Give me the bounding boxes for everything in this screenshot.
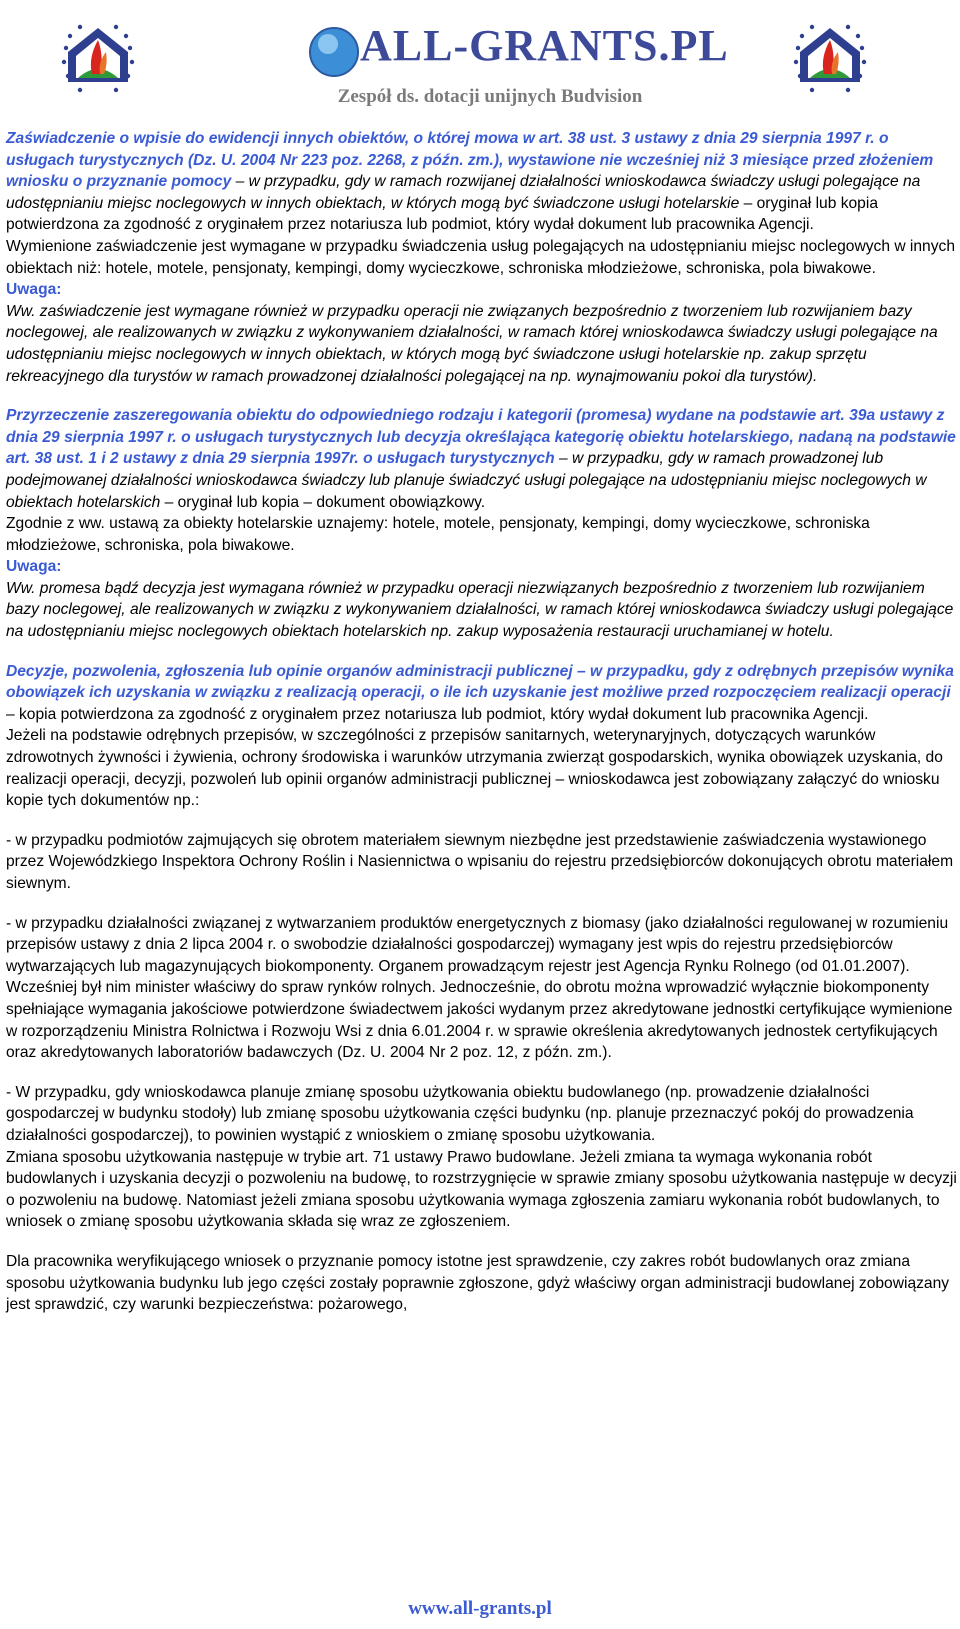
section-heading: Przyrzeczenie zaszeregowania obiektu do odpowiedniego rodzaju i kategorii (promesa) wydane na podstawie art. 39a ustawy z dnia 29 sierpnia 1997 r. o usługach turystycznych lub decyzja określająca kategorię obiektu hotelarskiego, nadaną na podstawie art. 38 ust. 1 i 2 ustawy z dnia 29 sierpnia 1997r. o usługach turystycznych [6, 407, 956, 468]
emblem-icon [58, 18, 138, 96]
page-header [0, 0, 960, 118]
footer-url[interactable]: www.all-grants.pl [408, 1598, 552, 1619]
paragraph: Zgodnie z ww. ustawą za obiekty hotelarskie uznajemy: hotele, motele, pensjonaty, kempingi, domy wycieczkowe, schroniska młodzieżowe, schroniska, pola biwakowe. [6, 515, 870, 554]
section-body: – oryginał lub kopia potwierdzona za zgodność z oryginałem przez notariusza lub podmiot, który wydał dokument lub pracownika Agencji. [6, 194, 878, 234]
section-heading: Decyzje, pozwolenia, zgłoszenia lub opinie organów administracji publicznej – w przypadku, gdy z odrębnych przepisów wynika obowiązek ich uzyskania w związku z realizacją operacji, o ile ich uzyskanie jest możliwe przed rozpoczęciem realizacji operacji [6, 662, 954, 702]
logo-text: ALL-GRANTS.PL [360, 21, 729, 70]
section-paragraph [6, 661, 958, 726]
section-paragraph [6, 128, 958, 236]
list-item: - W przypadku, gdy wnioskodawca planuje zmianę sposobu użytkowania obiektu budowlanego (np. prowadzenie działalności gospodarczej w budynku stodoły) lub zmianę sposobu użytkowania części budynku (np. planuje przeznaczyć pokój do prowadzenia działalności gospodarczej), to powinien wystąpić z wnioskiem o zmianę sposobu użytkowania. [6, 1083, 914, 1144]
list-item: - w przypadku podmiotów zajmujących się obrotem materiałem siewnym niezbędne jest przedstawienie zaświadczenia wystawionego przez Wojewódzkiego Inspektora Ochrony Roślin i Nasiennictwa o wpisaniu do rejestru przedsiębiorców dokonujących obrotu materiałem siewnym. [6, 831, 954, 892]
paragraph: Dla pracownika weryfikującego wniosek o przyznanie pomocy istotne jest sprawdzenie, czy zakres robót budowlanych oraz zmiana sposobu użytkowania budynku lub jego części zostały poprawnie zgłoszone, gdyż właściwy organ administracji budowlanej zobowiązany jest sprawdzić, czy warunki bezpieczeństwa: pożarowego, [6, 1252, 950, 1314]
brand-logo [300, 20, 729, 115]
logo-subtitle: Zespół ds. dotacji unijnych Budvision [337, 86, 643, 107]
list-item: - w przypadku działalności związanej z wytwarzaniem produktów energetycznych z biomasy (jako działalności regulowanej w rozumieniu przepisów ustawy z dnia 2 lipca 2004 r. o swobodzie działalności gospodarczej) wymagany jest wpis do rejestru przedsiębiorców wytwarzających lub magazynujących biokomponenty. Organem prowadzącym rejestr jest Agencja Rynku Rolnego (od 01.01.2007). Wcześniej był nim minister właściwy do spraw rynków rolnych. Jednocześnie, do obrotu można wprowadzić wyłącznie biokomponenty spełniające wymagania jakościowe potwierdzone świadectwem jakości wydanym przez akredytowane jednostki certyfikujące wymienione w rozporządzeniu Ministra Rolnictwa i Rozwoju Wsi z dnia 6.01.2004 r. w sprawie określenia akredytowanych jednostek certyfikujących oraz akredytowanych laboratoriów badawczych (Dz. U. 2004 Nr 2 poz. 12, z późn. zm.). [6, 914, 953, 1062]
note-text: Ww. zaświadczenie jest wymagane również w przypadku operacji nie związanych bezpośrednio z tworzeniem lub rozwijaniem bazy noclegowej, ale realizowanych w związku z wykonywaniem działalności, w ramach której wnioskodawca świadczy usługi polegające na udostępnianiu miejsc noclegowych w innych obiektach, w których mogą być świadczone usługi hotelarskie np. zakup sprzętu rekreacyjnego dla turystów w ramach prowadzonej działalności polegającej na np. wynajmowaniu pokoi dla turystów). [6, 302, 938, 385]
paragraph: Jeżeli na podstawie odrębnych przepisów, w szczególności z przepisów sanitarnych, weterynaryjnych, dotyczących warunków zdrowotnych żywności i żywienia, ochrony środowiska i warunków utrzymania zwierząt gospodarskich, wynika obowiązek uzyskania, do realizacji operacji, decyzji, pozwoleń lub opinii organów administracji publicznej – wnioskodawca jest zobowiązany załączyć do wniosku kopie tych dokumentów np.: [6, 727, 943, 810]
paragraph: Wymienione zaświadczenie jest wymagane w przypadku świadczenia usług polegających na udostępnianiu miejsc noclegowych w innych obiektach niż: hotele, motele, pensjonaty, kempingi, domy wycieczkowe, schroniska młodzieżowe, schroniska, pola biwakowe. [6, 237, 955, 277]
section-body: – kopia potwierdzona za zgodność z oryginałem przez notariusza lub podmiot, który wydał dokument lub pracownika Agencji. [6, 705, 869, 723]
emblem-icon [790, 18, 870, 96]
note-label: Uwaga: [6, 558, 62, 576]
section-body: – oryginał lub kopia – dokument obowiązkowy. [160, 493, 486, 511]
paragraph: Zmiana sposobu użytkowania następuje w trybie art. 71 ustawy Prawo budowlane. Jeżeli zmiana ta wymaga wykonania robót budowlanych i uzyskania decyzji o pozwoleniu na budowę, to rozstrzygnięcie w sprawie zmiany sposobu użytkowania następuje w decyzji o pozwoleniu na budowę. Natomiast jeżeli zmiana sposobu użytkowania wymaga zgłoszenia zamiaru wykonania robót budowlanych, to wniosek o zmianę sposobu użytkowania składa się wraz ze zgłoszeniem. [6, 1148, 957, 1231]
section-body-italic: – w przypadku, gdy w ramach rozwijanej działalności wnioskodawca świadczy usługi polegające na udostępnianiu miejsc noclegowych w innych obiektach, w których mogą być świadczone usługi hotelarskie [6, 173, 921, 212]
section-heading: Zaświadczenie o wpisie do ewidencji innych obiektów, o której mowa w art. 38 ust. 3 ustawy z dnia 29 sierpnia 1997 r. o usługach turystycznych (Dz. U. 2004 Nr 223 poz. 2268, z późn. zm.), wystawione nie wcześniej niż 3 miesiące przed złożeniem wniosku o przyznanie pomocy [6, 130, 934, 191]
section-body-italic: – w przypadku, gdy w ramach prowadzonej lub podejmowanej działalności wnioskodawca świadczy lub planuje świadczyć usługi polegające na udostępnianiu miejsc noclegowych w obiektach hotelarskich [6, 450, 927, 511]
note-label: Uwaga: [6, 281, 62, 299]
note-text: Ww. promesa bądź decyzja jest wymagana również w przypadku operacji niezwiązanych bezpośrednio z tworzeniem lub rozwijaniem bazy noclegowej, ale realizowanych w związku z wykonywaniem działalności, w ramach której wnioskodawca świadczy usługi polegające na udostępnianiu miejsc noclegowych obiektach hotelarskich np. zakup wyposażenia restauracji uruchamianej w hotelu. [6, 579, 954, 641]
section-paragraph [6, 405, 958, 513]
document-body [6, 128, 958, 1316]
globe-icon [308, 26, 360, 78]
